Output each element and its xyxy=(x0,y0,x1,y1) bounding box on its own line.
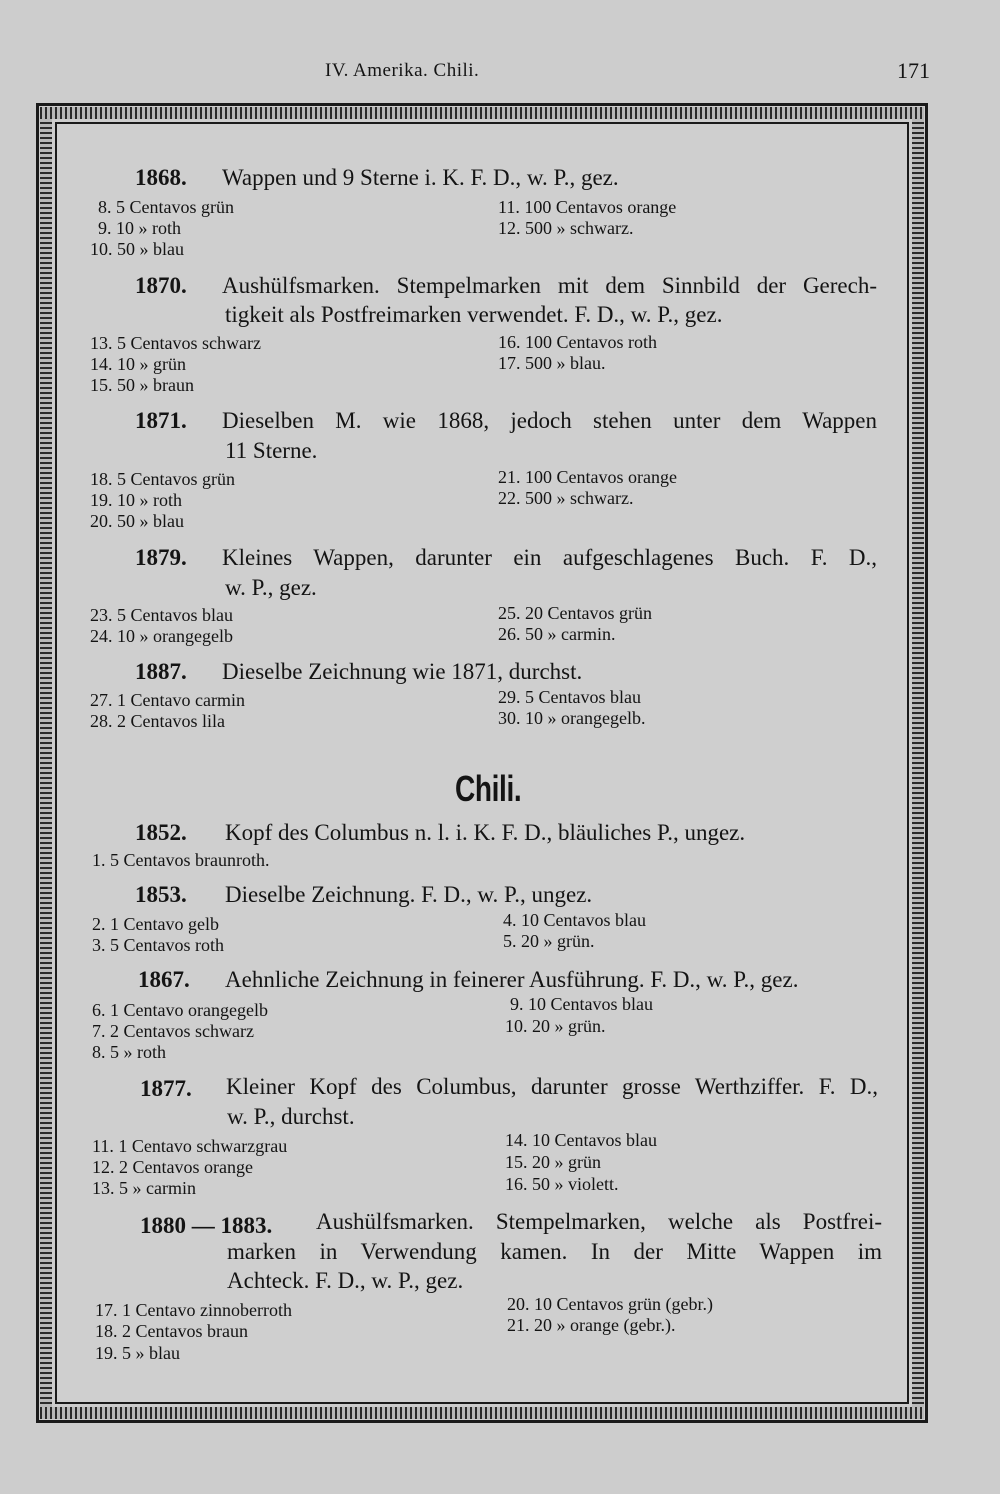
entry-description: w. P., durchst. xyxy=(227,1104,355,1129)
entry-year: 1871. xyxy=(135,408,187,433)
stamp-item: 22. 500 » schwarz. xyxy=(498,488,634,508)
stamp-item: 2. 1 Centavo gelb xyxy=(92,914,219,934)
entry-year: 1879. xyxy=(135,545,187,570)
stamp-item: 26. 50 » carmin. xyxy=(498,624,616,644)
stamp-item: 9. 10 Centavos blau xyxy=(510,994,653,1014)
stamp-item: 4. 10 Centavos blau xyxy=(503,910,646,930)
stamp-item: 19. 5 » blau xyxy=(95,1343,180,1363)
entry-description: Kleines Wappen, darunter ein aufgeschlagenes Buch. F. D., xyxy=(222,545,877,570)
entry-description: Achteck. F. D., w. P., gez. xyxy=(227,1268,464,1293)
stamp-item: 28. 2 Centavos lila xyxy=(90,711,225,731)
entry-description: 11 Sterne. xyxy=(225,438,318,463)
entry-year: 1877. xyxy=(140,1076,192,1101)
stamp-item: 21. 100 Centavos orange xyxy=(498,467,677,487)
entry-description: Aushülfsmarken. Stempelmarken mit dem Sinnbild der Gerech- xyxy=(222,273,877,298)
stamp-item: 14. 10 » grün xyxy=(90,354,186,374)
stamp-item: 14. 10 Centavos blau xyxy=(505,1130,657,1150)
section-title: Chili. xyxy=(455,768,522,809)
stamp-item: 18. 2 Centavos braun xyxy=(95,1321,248,1341)
stamp-item: 24. 10 » orangegelb xyxy=(90,626,233,646)
stamp-item: 1. 5 Centavos braunroth. xyxy=(92,850,270,870)
entry-year: 1887. xyxy=(135,659,187,684)
entry-description: Wappen und 9 Sterne i. K. F. D., w. P., gez. xyxy=(222,165,619,190)
stamp-item: 18. 5 Centavos grün xyxy=(90,469,235,489)
stamp-item: 12. 2 Centavos orange xyxy=(92,1157,253,1177)
stamp-item: 16. 50 » violett. xyxy=(505,1174,619,1194)
stamp-item: 20. 50 » blau xyxy=(90,511,184,531)
stamp-item: 10. 50 » blau xyxy=(90,239,184,259)
stamp-item: 16. 100 Centavos roth xyxy=(498,332,657,352)
entry-description: w. P., gez. xyxy=(225,575,317,600)
entry-description: Dieselben M. wie 1868, jedoch stehen unter dem Wappen xyxy=(222,408,877,433)
stamp-item: 13. 5 » carmin xyxy=(92,1178,196,1198)
stamp-item: 15. 20 » grün xyxy=(505,1152,601,1172)
entry-year: 1852. xyxy=(135,820,187,845)
running-title: IV. Amerika. Chili. xyxy=(325,60,480,81)
entry-year: 1853. xyxy=(135,882,187,907)
entry-description: marken in Verwendung kamen. In der Mitte Wappen im xyxy=(227,1239,882,1264)
stamp-item: 11. 100 Centavos orange xyxy=(498,197,677,217)
entry-description: Dieselbe Zeichnung. F. D., w. P., ungez. xyxy=(225,882,593,907)
stamp-item: 25. 20 Centavos grün xyxy=(498,603,652,623)
entry-description: Aehnliche Zeichnung in feinerer Ausführung. F. D., w. P., gez. xyxy=(225,967,799,992)
stamp-item: 8. 5 » roth xyxy=(92,1042,166,1062)
entry-year: 1867. xyxy=(138,967,190,992)
stamp-item: 21. 20 » orange (gebr.). xyxy=(507,1315,676,1335)
entry-year: 1870. xyxy=(135,273,187,298)
stamp-item: 10. 20 » grün. xyxy=(505,1016,606,1036)
entry-description: Kleiner Kopf des Columbus, darunter grosse Werthziffer. F. D., xyxy=(226,1074,878,1099)
stamp-item: 20. 10 Centavos grün (gebr.) xyxy=(507,1294,713,1314)
stamp-item: 29. 5 Centavos blau xyxy=(498,687,641,707)
stamp-item: 6. 1 Centavo orangegelb xyxy=(92,1000,268,1020)
entry-description: tigkeit als Postfreimarken verwendet. F. D., w. P., gez. xyxy=(225,302,723,327)
entry-description: Aushülfsmarken. Stempelmarken, welche als Postfrei- xyxy=(316,1209,882,1234)
stamp-item: 19. 10 » roth xyxy=(90,490,182,510)
stamp-item: 9. 10 » roth xyxy=(98,218,181,238)
stamp-item: 23. 5 Centavos blau xyxy=(90,605,233,625)
stamp-item: 11. 1 Centavo schwarzgrau xyxy=(92,1136,288,1156)
entry-year: 1880 — 1883. xyxy=(140,1213,273,1238)
entry-description: Kopf des Columbus n. l. i. K. F. D., bläuliches P., ungez. xyxy=(225,820,746,845)
stamp-item: 17. 1 Centavo zinnoberroth xyxy=(95,1300,292,1320)
entry-description: Dieselbe Zeichnung wie 1871, durchst. xyxy=(222,659,583,684)
page-number: 171 xyxy=(897,58,930,83)
stamp-item: 8. 5 Centavos grün xyxy=(98,197,234,217)
entry-year: 1868. xyxy=(135,165,187,190)
stamp-item: 13. 5 Centavos schwarz xyxy=(90,333,261,353)
stamp-item: 27. 1 Centavo carmin xyxy=(90,690,245,710)
stamp-item: 3. 5 Centavos roth xyxy=(92,935,224,955)
stamp-item: 17. 500 » blau. xyxy=(498,353,606,373)
stamp-item: 30. 10 » orangegelb. xyxy=(498,708,646,728)
stamp-item: 5. 20 » grün. xyxy=(503,931,595,951)
stamp-item: 7. 2 Centavos schwarz xyxy=(92,1021,254,1041)
stamp-item: 12. 500 » schwarz. xyxy=(498,218,634,238)
stamp-item: 15. 50 » braun xyxy=(90,375,194,395)
